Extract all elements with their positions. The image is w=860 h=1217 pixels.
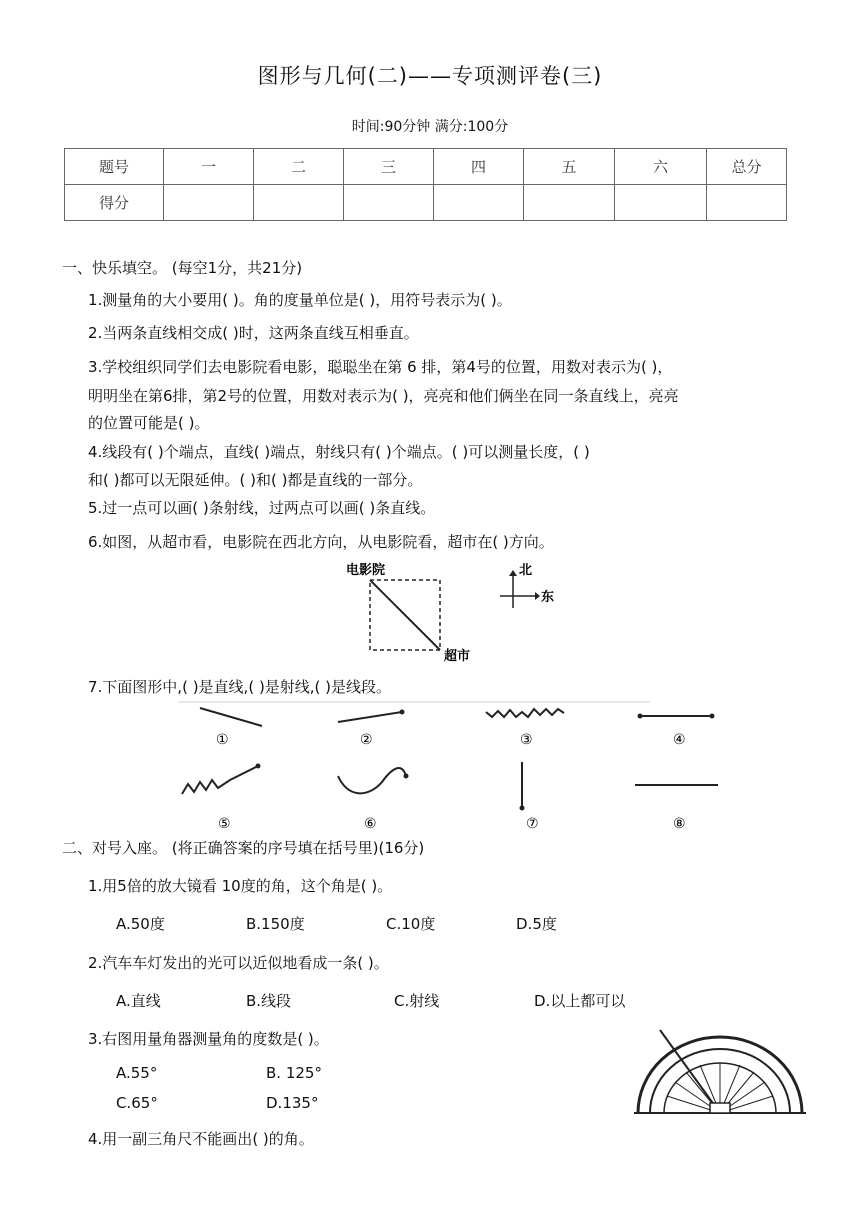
market-label: 超市 [444, 649, 471, 664]
score-cell[interactable] [524, 185, 615, 221]
question-1-6: 6.如图，从超市看，电影院在西北方向，从电影院看，超市在( )方向。 [88, 533, 554, 551]
exam-info: 时间:90分钟 满分:100分 [351, 119, 509, 135]
header-cell: 一 [164, 149, 254, 185]
score-table-score-row [65, 185, 787, 221]
east-arrow-icon [535, 592, 540, 600]
figure-2-endpoint [400, 710, 405, 715]
figure-5-endpoint [256, 764, 261, 769]
figure-4-label: ④ [673, 732, 686, 748]
option-a[interactable]: A.55° [116, 1064, 158, 1082]
question-1-4-line2: 和( )都可以无限延伸。( )和( )都是直线的一部分。 [88, 471, 423, 489]
score-cell[interactable] [434, 185, 524, 221]
header-cell: 六 [615, 149, 707, 185]
figure-6-label: ⑥ [364, 816, 377, 832]
score-table-header-row [65, 149, 787, 185]
figure-3-zigzag [486, 709, 564, 717]
option-d[interactable]: D.5度 [516, 915, 557, 933]
score-cell[interactable] [615, 185, 707, 221]
figure-5-zigzag [182, 766, 258, 794]
header-cell: 二 [254, 149, 344, 185]
section1-heading: 一、快乐填空。 (每空1分，共21分) [62, 259, 303, 277]
direction-figure [340, 558, 560, 666]
question-1-3-line2: 明明坐在第6排，第2号的位置，用数对表示为( )，亮亮和他们俩坐在同一条直线上，亮亮 [88, 387, 679, 405]
question-2-1: 1.用5倍的放大镜看 10度的角，这个角是( )。 [88, 877, 393, 895]
north-label: 北 [519, 563, 533, 578]
header-cell: 五 [524, 149, 615, 185]
question-1-5: 5.过一点可以画( )条射线，过两点可以画( )条直线。 [88, 499, 436, 517]
header-cell: 题号 [65, 149, 164, 185]
score-table [64, 148, 787, 221]
question-1-2: 2.当两条直线相交成( )时，这两条直线互相垂直。 [88, 324, 419, 342]
question-1-4-line1: 4.线段有( )个端点，直线( )端点，射线只有( )个端点。( )可以测量长度，( ) [88, 443, 590, 461]
figure-2-label: ② [360, 732, 373, 748]
header-cell: 总分 [707, 149, 787, 185]
score-cell[interactable] [164, 185, 254, 221]
option-c[interactable]: C.10度 [386, 915, 436, 933]
option-d[interactable]: D.以上都可以 [534, 992, 626, 1010]
option-a[interactable]: A.直线 [116, 992, 161, 1010]
question-2-4: 4.用一副三角尺不能画出( )的角。 [88, 1130, 314, 1148]
figure-7-endpoint [520, 806, 525, 811]
line-figures [170, 700, 730, 835]
figure-3-label: ③ [520, 732, 533, 748]
cinema-label: 电影院 [346, 563, 386, 578]
question-2-3: 3.右图用量角器测量角的度数是( )。 [88, 1030, 329, 1048]
figure-1-label: ① [216, 732, 229, 748]
option-b[interactable]: B.线段 [246, 992, 292, 1010]
figure-4-endpoint-b [710, 714, 715, 719]
option-c[interactable]: C.射线 [394, 992, 440, 1010]
question-1-3-line1: 3.学校组织同学们去电影院看电影，聪聪坐在第 6 排，第4号的位置，用数对表示为( )， [88, 358, 673, 376]
figure-2-ray [338, 712, 402, 722]
figure-4-endpoint-a [638, 714, 643, 719]
figure-6-endpoint [404, 774, 409, 779]
protractor-figure [630, 1026, 810, 1118]
section2-heading: 二、对号入座。 (将正确答案的序号填在括号里)(16分) [62, 839, 425, 857]
figure-8-label: ⑧ [673, 816, 686, 832]
diagonal-line [370, 580, 440, 650]
question-1-1: 1.测量角的大小要用( )。角的度量单位是( )，用符号表示为( )。 [88, 291, 512, 309]
figure-1-line [200, 708, 262, 726]
option-c[interactable]: C.65° [116, 1094, 158, 1112]
header-cell: 四 [434, 149, 524, 185]
score-cell[interactable] [344, 185, 434, 221]
question-2-2: 2.汽车车灯发出的光可以近似地看成一条( )。 [88, 954, 389, 972]
option-b[interactable]: B. 125° [266, 1064, 322, 1082]
page-title: 图形与几何(二)——专项测评卷(三) [257, 64, 603, 88]
option-d[interactable]: D.135° [266, 1094, 319, 1112]
protractor-center [710, 1103, 730, 1113]
question-1-7: 7.下面图形中,( )是直线,( )是射线,( )是线段。 [88, 678, 392, 696]
option-a[interactable]: A.50度 [116, 915, 165, 933]
question-1-3-line3: 的位置可能是( )。 [88, 414, 210, 432]
score-cell[interactable] [254, 185, 344, 221]
figure-6-curve [338, 768, 406, 793]
north-arrow-icon [509, 570, 517, 576]
option-b[interactable]: B.150度 [246, 915, 305, 933]
score-cell[interactable] [707, 185, 787, 221]
header-cell: 三 [344, 149, 434, 185]
row-label: 得分 [65, 185, 164, 221]
figure-7-label: ⑦ [526, 816, 539, 832]
figure-5-label: ⑤ [218, 816, 231, 832]
east-label: 东 [541, 590, 555, 605]
